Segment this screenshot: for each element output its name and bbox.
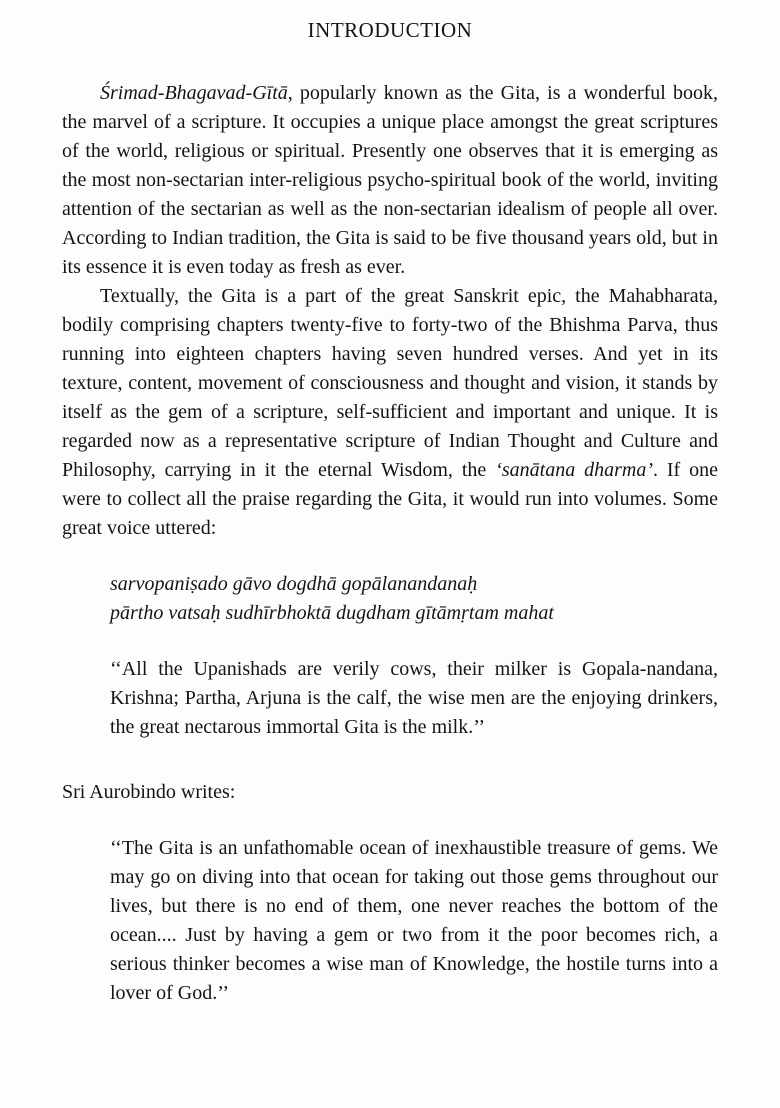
sanskrit-verse (110, 570, 718, 628)
sanatana-dharma-phrase: ‘sanātana dharma’ (495, 459, 653, 481)
aurobindo-attribution: Sri Aurobindo writes: (62, 781, 236, 803)
page-title: INTRODUCTION (307, 18, 473, 42)
paragraph-gita-overview (62, 79, 718, 282)
gita-title-phrase: Śrimad-Bhagavad-Gītā (100, 82, 288, 104)
sanskrit-verse-line-2: pārtho vatsaḥ sudhīrbhoktā dugdham gītāmṛtam mahat (110, 602, 554, 624)
paragraph-textual-part2: . If one were to collect all the praise regarding the Gita, it would run into volumes. Some great voice uttered: (62, 459, 718, 539)
paragraph-gita-overview-text: , popularly known as the Gita, is a wonderful book, the marvel of a scripture. It occupies a unique place amongst the great scriptures of the world, religious or spiritual. Presently one observes that it is emerging as the most non-sectarian inter-religious psycho-spiritual book of the world, inviting attention of the sectarian as well as the non-sectarian idealism of people all over. According to Indian tradition, the Gita is said to be five thousand years old, but in its essence it is even today as fresh as ever. (62, 82, 718, 278)
paragraph-textual-part1: Textually, the Gita is a part of the great Sanskrit epic, the Mahabharata, bodily comprising chapters twenty-five to forty-two of the Bhishma Parva, thus running into eighteen chapters having seven hundred verses. And yet in its texture, content, movement of consciousness and thought and vision, it stands by itself as the gem of a scripture, self-sufficient and important and unique. It is regarded now as a representative scripture of Indian Thought and Culture and Philosophy, carrying in it the eternal Wisdom, the (62, 285, 718, 481)
verse-translation-quote: ‘‘All the Upanishads are verily cows, their milker is Gopala-nandana, Krishna; Partha, Arjuna is the calf, the wise men are the enjoying drinkers, the great nectarous immortal Gita is the milk.’’ (110, 658, 718, 738)
aurobindo-quote: ‘‘The Gita is an unfathomable ocean of inexhaustible treasure of gems. We may go on diving into that ocean for taking out those gems throughout our lives, but there is no end of them, one never reaches the bottom of the ocean.... Just by having a gem or two from it the poor becomes rich, a serious thinker becomes a wise man of Knowledge, the hostile turns into a lover of God.’’ (110, 837, 718, 1004)
sanskrit-verse-line-1: sarvopaniṣado gāvo dogdhā gopālanandanaḥ (110, 573, 478, 595)
paragraph-gita-textual-context (62, 282, 718, 543)
